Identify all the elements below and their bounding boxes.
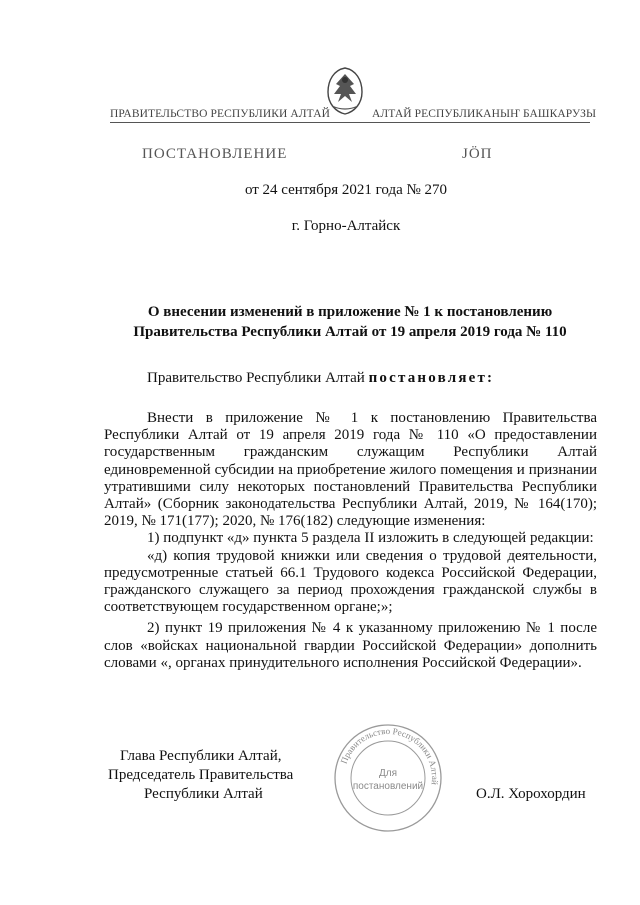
document-title: [100, 302, 600, 342]
seal-inner-line-1: Для: [378, 768, 398, 779]
signer-title-line-2: Председатель Правительства: [108, 767, 294, 783]
resolves-verb: постановляет:: [368, 370, 495, 386]
document-city: г. Горно-Алтайск: [291, 218, 401, 234]
body-paragraph: «д) копия трудовой книжки или сведения о трудовой деятельности, предусмотренные статьей 66.1 Трудового кодекса Российской Федерации, гражданского служащего за период прохождения гражданской службы в соответствующем государственном органе;»;: [104, 547, 597, 616]
body-paragraph: 2) пункт 19 приложения № 4 к указанному приложению № 1 после слов «войсках национальной гвардии Российской Федерации» дополнить словами «, органах принудительного исполнения Российской Федерации».: [104, 620, 597, 671]
title-line-2: Правительства Республики Алтай от 19 апреля 2019 года № 110: [133, 324, 567, 340]
body-paragraph: 1) подпункт «д» пункта 5 раздела II изложить в следующей редакции:: [147, 530, 594, 547]
government-name-alt: АЛТАЙ РЕСПУБЛИКАНЫҤ БАШКАРУЗЫ: [372, 108, 597, 120]
document-type-alt: ЈӦП: [462, 146, 493, 162]
signer-title-line-1: Глава Республики Алтай,: [120, 748, 282, 764]
resolves-prefix: Правительство Республики Алтай: [147, 370, 369, 386]
body-paragraph: Внести в приложение № 1 к постановлению Правительства Республики Алтай от 19 апреля 2019 года № 110 «О предоставлении государственным гражданским служащим Республики Алтай единовременной субсидии на приобретение жилого помещения и признании утратившими силу некоторых постановлений Правительства Республики Алтай» (Сборник законодательства Республики Алтай, 2019, № 164(170); 2019, № 171(177); 2020, № 176(182) следующие изменения:: [104, 410, 597, 530]
resolves-line: [147, 370, 494, 387]
header-divider: [110, 122, 590, 123]
seal-inner-line-2: постановлений: [352, 781, 424, 792]
government-name-ru: ПРАВИТЕЛЬСТВО РЕСПУБЛИКИ АЛТАЙ: [110, 108, 331, 120]
title-line-1: О внесении изменений в приложение № 1 к постановлению: [147, 304, 553, 320]
coat-of-arms-icon: [324, 66, 366, 116]
seal-outer-text: Правительство Республики Алтай: [338, 725, 441, 786]
official-seal: [332, 722, 444, 834]
document-body: [104, 410, 597, 672]
document-type-ru: ПОСТАНОВЛЕНИЕ: [142, 146, 288, 162]
document-date-number: от 24 сентября 2021 года № 270: [244, 182, 448, 198]
signer-name: О.Л. Хорохордин: [476, 786, 586, 802]
signer-title-line-3: Республики Алтай: [144, 786, 263, 802]
